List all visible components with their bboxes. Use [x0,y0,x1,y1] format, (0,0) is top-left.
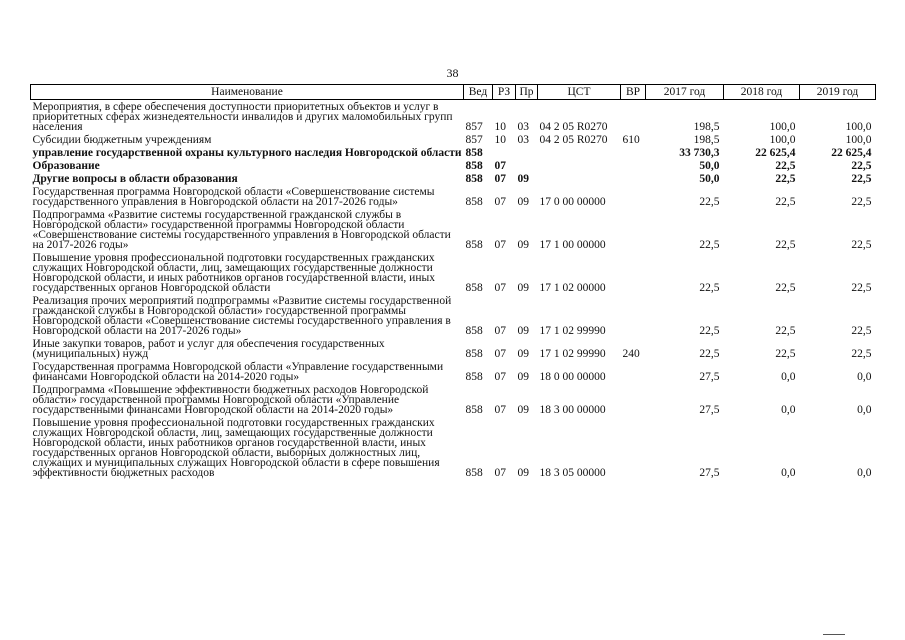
row-cst [538,172,621,185]
row-ved: 858 [465,239,483,251]
row-vr [621,146,646,159]
table-row [31,294,876,337]
row-vr: 240 [622,348,640,360]
row-2017: 22,5 [699,196,720,208]
row-ved: 858 [465,371,483,383]
row-2018: 22 625,4 [755,147,796,159]
table-row [31,159,876,172]
row-2018: 22,5 [775,348,796,360]
header-cst: ЦСТ [538,85,621,100]
row-name: Мероприятия, в сфере обеспечения доступности приоритетных объектов и услуг в приоритетных сферах жизнедеятельности инвалидов и других маломобильных групп населения [32,101,453,133]
header-2019: 2019 год [800,85,876,100]
table-row [31,416,876,479]
row-vr [621,159,646,172]
row-vr [621,251,646,294]
row-2017: 50,0 [699,173,720,185]
row-pr: 09 [517,467,529,479]
row-name: Иные закупки товаров, работ и услуг для обеспечения государственных (муниципальных) нужд [32,338,385,360]
row-name: Государственная программа Новгородской области «Совершенствование системы государственного управления в Новгородской области на 2017-2026 годы» [32,186,435,208]
row-2017: 22,5 [699,325,720,337]
row-2018: 22,5 [775,239,796,251]
row-name: Подпрограмма «Повышение эффективности бюджетных расходов Новгородской области» государственной программы Новгородской области «Управление государственными финансами Новгородской области на 2014-2020 годы» [32,384,429,416]
row-2018: 100,0 [769,134,796,146]
row-ved: 858 [465,467,483,479]
row-2017: 33 730,3 [679,147,720,159]
row-vr [621,360,646,383]
row-2019: 0,0 [857,467,872,479]
table-row [31,172,876,185]
row-rz: 10 [494,134,506,146]
row-2019: 22,5 [851,173,872,185]
row-vr [621,383,646,416]
row-cst [538,159,621,172]
row-2017: 22,5 [699,282,720,294]
row-rz: 07 [494,239,506,251]
row-name: Повышение уровня профессиональной подготовки государственных гражданских служащих Новгородской области, лиц, замещающих государственные должности Новгородской области, иных работников органов государственной власти, иных государственных органов Новгородской области, выборных должностных лиц, служащих и муниципальных служащих Новгородской области в сфере повышения эффективности бюджетных расходов [32,417,440,479]
row-2019: 0,0 [857,371,872,383]
row-ved: 858 [465,147,483,159]
row-2017: 22,5 [699,239,720,251]
row-cst: 18 3 05 00000 [539,467,606,479]
row-pr: 09 [517,371,529,383]
row-2018: 0,0 [781,404,796,416]
row-cst: 18 3 00 00000 [539,404,606,416]
row-pr: 09 [517,282,529,294]
row-2018: 0,0 [781,371,796,383]
row-rz: 07 [494,282,506,294]
table-row [31,337,876,360]
row-2017: 198,5 [693,134,720,146]
row-rz [493,146,516,159]
header-2017: 2017 год [646,85,724,100]
table-row [31,383,876,416]
row-pr: 09 [517,196,529,208]
row-cst: 04 2 05 R0270 [539,134,608,146]
row-pr: 09 [517,348,529,360]
row-ved: 858 [465,404,483,416]
row-name: Подпрограмма «Развитие системы государственной гражданской службы в Новгородской области» государственной программы Новгородской области «Совершенствование системы государственного управления в Новгородской области на 2017-2026 годы» [32,209,451,251]
row-2018: 22,5 [775,173,796,185]
row-name: Государственная программа Новгородской области «Управление государственными финансами Новгородской области на 2014-2020 годы» [32,361,444,383]
row-rz: 07 [494,371,506,383]
row-cst: 17 1 02 00000 [539,282,606,294]
table-row [31,185,876,208]
header-ved: Вед [464,85,493,100]
row-rz: 07 [494,348,506,360]
row-vr: 610 [622,134,640,146]
table-row [31,100,876,134]
row-rz: 07 [494,467,506,479]
row-cst: 18 0 00 00000 [539,371,606,383]
row-pr: 09 [517,404,529,416]
row-name: Реализация прочих мероприятий подпрограммы «Развитие системы государственной гражданской службы в Новгородской области» государственной программы Новгородской области «Совершенствование системы государственного управления в Новгородской области на 2017-2026 годы» [32,295,452,337]
row-cst: 17 0 00 00000 [539,196,606,208]
row-2019: 22,5 [851,348,872,360]
header-2018: 2018 год [724,85,800,100]
header-vr: ВР [621,85,646,100]
row-pr: 03 [517,121,529,133]
row-2018: 100,0 [769,121,796,133]
row-cst: 17 1 00 00000 [539,239,606,251]
row-ved: 857 [465,121,483,133]
row-2018: 0,0 [781,467,796,479]
row-rz: 10 [494,121,506,133]
row-2018: 22,5 [775,160,796,172]
row-2019: 22 625,4 [831,147,872,159]
row-2019: 100,0 [845,121,872,133]
row-ved: 858 [465,282,483,294]
row-name: Другие вопросы в области образования [32,173,238,185]
page-number: 38 [446,66,459,80]
row-name: Субсидии бюджетным учреждениям [32,134,212,146]
row-2018: 22,5 [775,196,796,208]
row-ved: 858 [465,160,483,172]
table-row [31,360,876,383]
row-pr: 09 [517,325,529,337]
row-2017: 27,5 [699,404,720,416]
row-name: управление государственной охраны культурного наследия Новгородской области [32,147,462,159]
row-ved: 857 [465,134,483,146]
row-pr: 03 [517,134,529,146]
row-2017: 50,0 [699,160,720,172]
row-rz: 07 [494,160,506,172]
row-pr: 09 [517,173,529,185]
row-vr [621,208,646,251]
row-rz: 07 [494,196,506,208]
row-2019: 22,5 [851,160,872,172]
row-cst: 17 1 02 99990 [539,348,606,360]
row-vr [621,416,646,479]
row-rz: 07 [494,325,506,337]
row-2017: 22,5 [699,348,720,360]
row-2018: 22,5 [775,325,796,337]
header-rz: РЗ [493,85,516,100]
row-ved: 858 [465,173,483,185]
row-vr [621,172,646,185]
row-rz: 07 [494,404,506,416]
row-vr [621,185,646,208]
row-vr [621,100,646,134]
header-name: Наименование [31,85,464,100]
footer-mark [823,634,845,635]
row-ved: 858 [465,348,483,360]
row-rz: 07 [494,173,506,185]
row-cst: 04 2 05 R0270 [539,121,608,133]
row-cst [538,146,621,159]
row-2019: 100,0 [845,134,872,146]
row-pr [516,146,538,159]
table-row [31,251,876,294]
row-2019: 22,5 [851,239,872,251]
table-row [31,208,876,251]
header-pr: Пр [516,85,538,100]
row-cst: 17 1 02 99990 [539,325,606,337]
row-2017: 27,5 [699,371,720,383]
row-2018: 22,5 [775,282,796,294]
table-row [31,146,876,159]
table-row [31,133,876,146]
row-vr [621,294,646,337]
table-header-row [31,85,876,100]
row-2019: 22,5 [851,325,872,337]
row-2017: 27,5 [699,467,720,479]
budget-table [30,84,876,479]
row-name: Повышение уровня профессиональной подготовки государственных гражданских служащих Новгородской области, лиц, замещающих государственные должности Новгородской области, и иных работников органов государственной власти, иных государственных органов Новгородской области [32,252,435,294]
row-2019: 22,5 [851,282,872,294]
row-pr [516,159,538,172]
row-2019: 0,0 [857,404,872,416]
row-name: Образование [32,160,100,172]
row-ved: 858 [465,325,483,337]
row-2017: 198,5 [693,121,720,133]
row-pr: 09 [517,239,529,251]
row-2019: 22,5 [851,196,872,208]
row-ved: 858 [465,196,483,208]
